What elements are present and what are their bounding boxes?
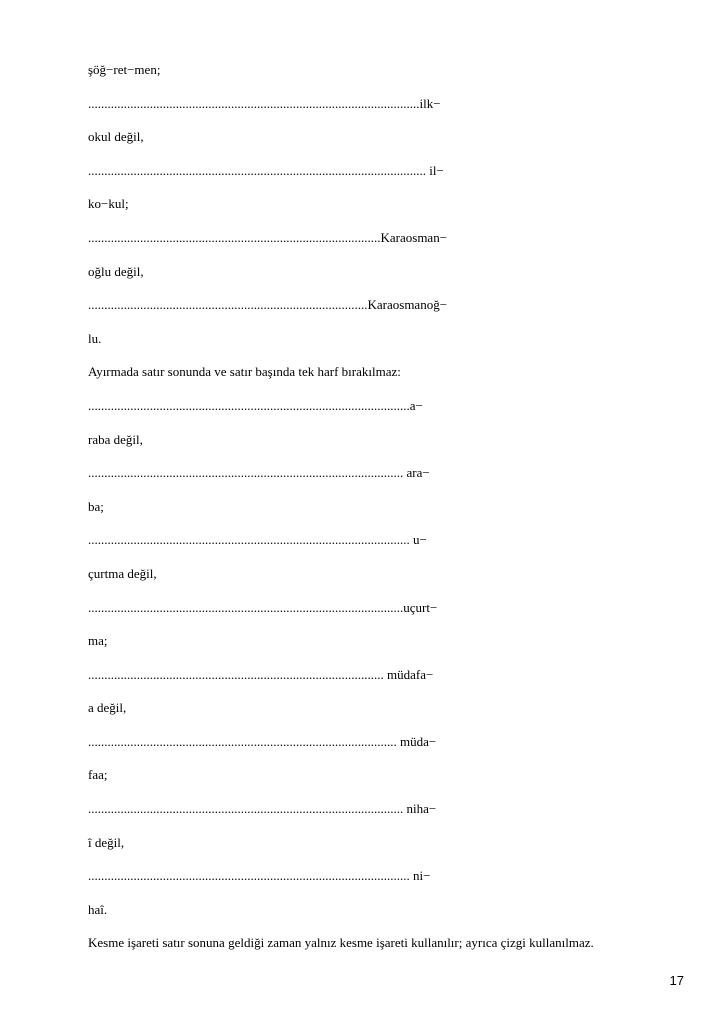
text-line: ................................................................................................... ni− [88, 868, 431, 884]
text-line: ba; [88, 498, 104, 514]
text-line: ........................................................................................................ il− [88, 162, 444, 178]
text-line: haî. [88, 901, 108, 917]
text-line: ............................................................................................... müda− [88, 733, 437, 749]
text-line: ......................................................................................Karaosmanoğ− [88, 297, 448, 313]
text-line: ................................................................................................. ara− [88, 465, 430, 481]
text-line: okul değil, [88, 129, 144, 145]
text-line: ..........................................................................................Karaosman− [88, 229, 448, 245]
text-line: ................................................................................................... u− [88, 532, 427, 548]
text-line: ......................................................................................................ilk− [88, 95, 441, 111]
text-line: a değil, [88, 700, 127, 716]
text-line: ........................................................................................... müdafa− [88, 666, 434, 682]
document-body [88, 62, 648, 969]
text-line: î değil, [88, 834, 125, 850]
page-number: 17 [669, 973, 684, 988]
text-line: ko−kul; [88, 196, 129, 212]
text-line: ma; [88, 633, 108, 649]
text-line: ................................................................................................. niha− [88, 801, 437, 817]
text-line: faa; [88, 767, 108, 783]
text-line: ...................................................................................................a− [88, 397, 423, 413]
text-line: oğlu değil, [88, 263, 144, 279]
text-line: Ayırmada satır sonunda ve satır başında tek harf bırakılmaz: [88, 364, 401, 380]
text-line: şöğ−ret−men; [88, 62, 161, 77]
text-line: lu. [88, 330, 102, 346]
text-line: Kesme işareti satır sonuna geldiği zaman yalnız kesme işareti kullanılır; ayrıca çizgi kullanılmaz. [88, 935, 594, 951]
text-line: .................................................................................................uçurt− [88, 599, 438, 615]
text-line: raba değil, [88, 431, 143, 447]
text-line: çurtma değil, [88, 565, 157, 581]
